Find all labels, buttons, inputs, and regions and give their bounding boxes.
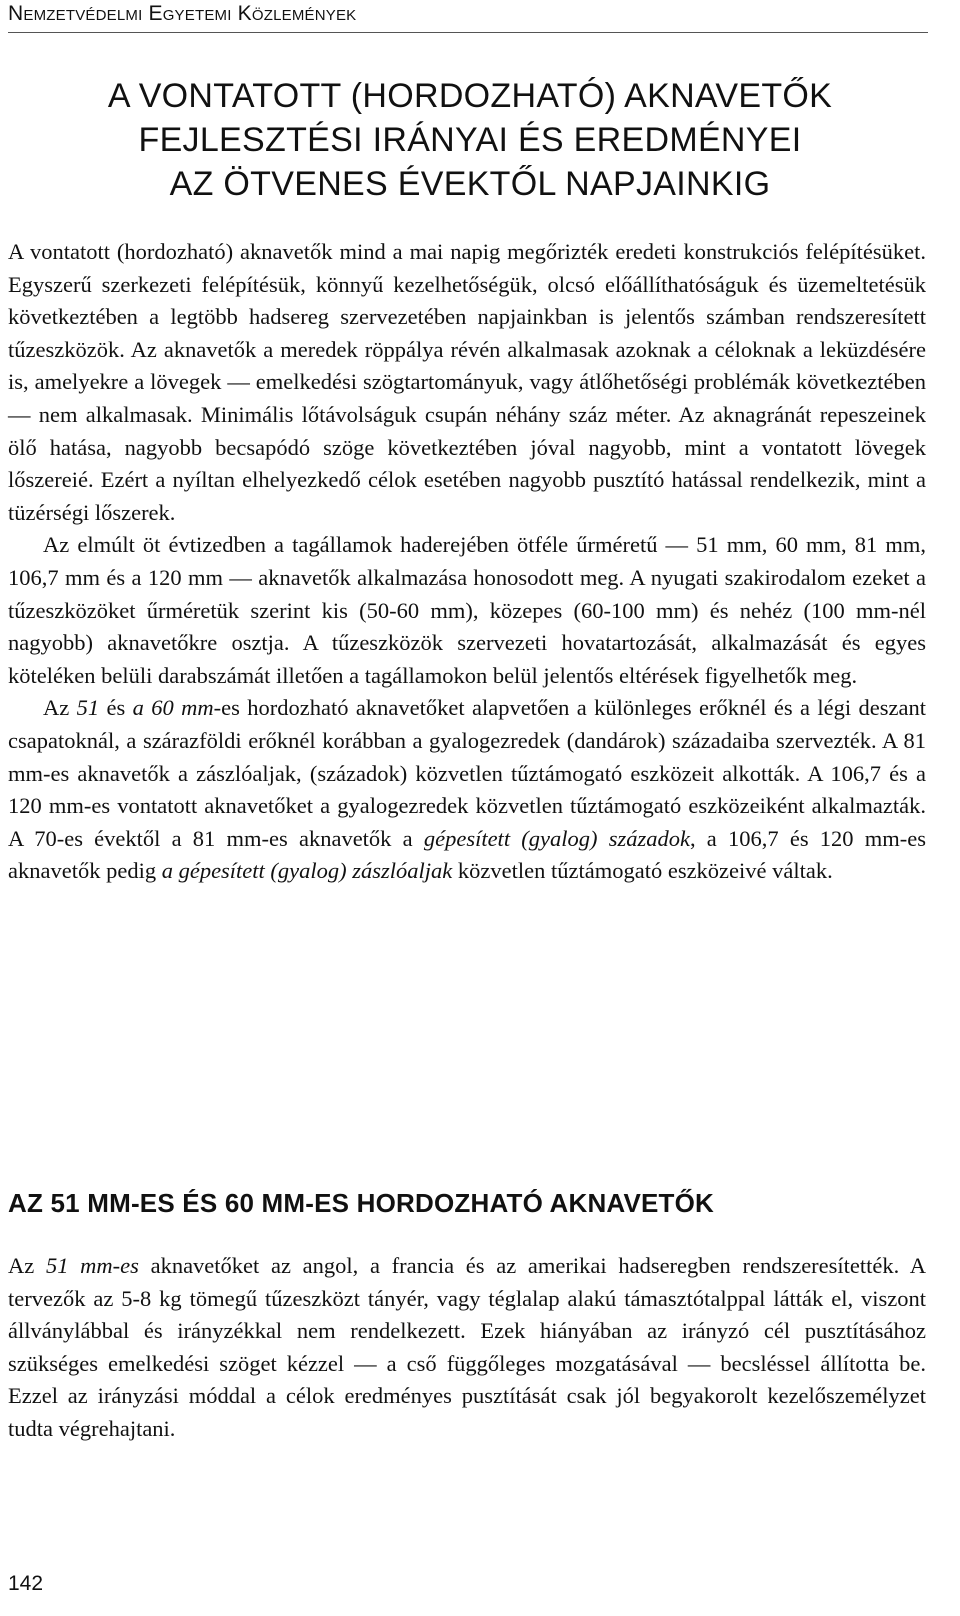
intro-paragraph: A vontatott (hordozható) aknavetők mind a mai napig megőrizték eredeti konstrukciós felépítésüket. Egyszerű szerkezeti felépítésük, könnyű kezelhetőségük, olcsó előállíthatóságuk és üzemeltetésük következtében a legtöbb hadsereg szervezetében napjainkban is jelentős számban rendszeresített tűzeszközök. Az aknavetők a meredek röppálya révén alkalmasak azoknak a céloknak a leküzdésére is, amelyekre a lövegek — emelkedési szögtartományuk, vagy átlőhetőségi problémák következtében — nem alkalmasak. Minimális lőtávolságuk csupán néhány száz méter. Az aknagránát repeszeinek ölő hatása, nagyobb becsapódó szöge következtében jóval nagyobb, mint a vontatott lövegek lőszereié. Ezért a nyíltan elhelyezkedő célok esetében nagyobb pusztító hatással rendelkezik, mint a tüzérségi lőszerek. [8,239,926,525]
title-line-2: FEJLESZTÉSI IRÁNYAI ÉS EREDMÉNYEI [138,121,802,159]
paragraph-3: Az 51 és a 60 mm-es hordozható aknavetőket alapvetően a különleges erőknél és a légi deszant csapatoknál, a szárazföldi erőknél korábban a gyalogezredek (dandárok) századaiba szervezték. A 81 mm-es aknavetők a zászlóaljak, (századok) közvetlen tűztámogató eszközeit alkották. A 106,7 és a 120 mm-es vontatott aknavetőket a gyalogezredek közvetlen tűztámogató eszközeiként alkalmazták. A 70-es évektől a 81 mm-es aknavetők a gépesített (gyalog) századok, a 106,7 és 120 mm-es aknavetők pedig a gépesített (gyalog) zászlóaljak közvetlen tűztámogató eszközeivé váltak. [8,695,926,884]
journal-header: Nemzetvédelmi Egyetemi Közlemények [8,2,928,33]
title-line-1: A VONTATOTT (HORDOZHATÓ) AKNAVETŐK [107,77,833,115]
page-number: 142 [8,1572,44,1595]
paragraph-2: Az elmúlt öt évtizedben a tagállamok haderejében ötféle űrméretű — 51 mm, 60 mm, 81 mm, 106,7 mm és a 120 mm — aknavetők alkalmazása honosodott meg. A nyugati szakirodalom ezeket a tűzeszközöket űrméretük szerint kis (50-60 mm), közepes (60-100 mm) és nehéz (100 mm-nél nagyobb) aknavetőkre osztja. A tűzeszközök szervezeti hovatartozását, alkalmazását és egyes köteléken belüli darabszámát illetően a tagállamokon belül jelentős eltérések figyelhetők meg. [8,532,926,688]
title-line-3: AZ ÖTVENES ÉVEKTŐL NAPJAINKIG [169,165,771,203]
section-paragraph: Az 51 mm-es aknavetőket az angol, a francia és az amerikai hadseregben rendszeresítették. A tervezők az 5-8 kg tömegű tűzeszközt tányér, vagy téglalap alakú támasztótalppal látták el, viszont állványlábbal és irányzékkal nem rendelkezett. Ezek hiányában az irányzó cél pusztításához szükséges emelkedési szöget kézzel — a cső függőleges mozgatásával — becsléssel állította be. Ezzel az irányzási móddal a célok eredményes pusztítását csak jól begyakorolt kezelőszemélyzet tudta végrehajtani. [8,1253,926,1441]
section-heading: AZ 51 MM-ES ÉS 60 MM-ES HORDOZHATÓ AKNAVETŐK [8,1188,715,1218]
article-title [8,74,932,206]
article-body [8,236,926,888]
section-body [8,1250,926,1446]
